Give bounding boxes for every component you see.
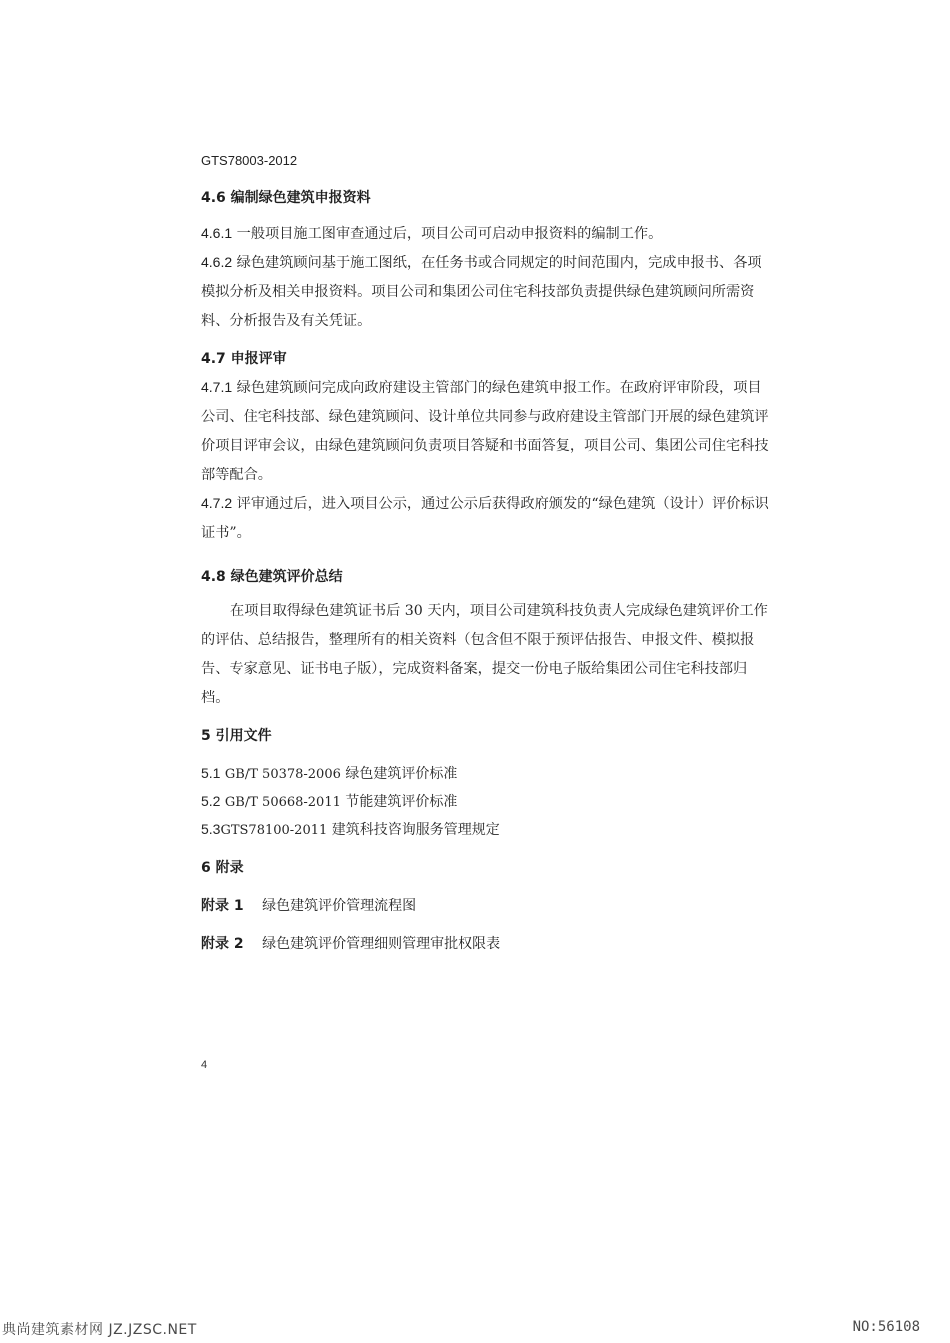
clause-text: 绿色建筑顾问完成向政府建设主管部门的绿色建筑申报工作。在政府评审阶段，项目公司、住宅科技部、绿色建筑顾问、设计单位共同参与政府建设主管部门开展的绿色建筑评价项目评审会议，由绿色建筑顾问负责项目答疑和书面答复，项目公司、集团公司住宅科技部等配合。 [201, 380, 769, 483]
appendix-label: 附录 2 [201, 936, 244, 952]
section-heading-4-6: 4.6 编制绿色建筑申报资料 [201, 190, 371, 206]
reference-title: 节能建筑评价标准 [345, 794, 458, 810]
section-heading-4-8: 4.8 绿色建筑评价总结 [201, 569, 343, 585]
reference-code: GB/T 50378-2006 [224, 767, 341, 782]
clause-text: 评审通过后，进入项目公示，通过公示后获得政府颁发的“绿色建筑（设计）评价标识证书”。 [201, 496, 769, 541]
clause-number: 4.7.2 [201, 495, 233, 511]
paragraph-4-6-1 [201, 219, 771, 249]
reference-number: 5.1 [201, 765, 221, 781]
reference-item [201, 819, 500, 839]
clause-text: 绿色建筑顾问基于施工图纸，在任务书或合同规定的时间范围内，完成申报书、各项模拟分析及相关申报资料。项目公司和集团公司住宅科技部负责提供绿色建筑顾问所需资料、分析报告及有关凭证。 [201, 255, 762, 329]
appendix-item [201, 933, 500, 953]
reference-item [201, 763, 457, 783]
reference-code: GTS78100-2011 [220, 823, 328, 838]
clause-number: 4.6.2 [201, 254, 233, 270]
appendix-title: 绿色建筑评价管理细则管理审批权限表 [262, 936, 501, 952]
page-number: 4 [201, 1059, 208, 1071]
section-heading-4-7: 4.7 申报评审 [201, 351, 287, 367]
reference-number: 5.3 [201, 821, 221, 837]
watermark-id: NO:56108 [852, 1319, 920, 1335]
paragraph-4-7-2 [201, 489, 771, 548]
clause-number: 4.7.1 [201, 379, 233, 395]
paragraph-4-6-2 [201, 248, 771, 336]
clause-number: 4.6.1 [201, 225, 233, 241]
reference-code: GB/T 50668-2011 [224, 795, 341, 810]
reference-title: 建筑科技咨询服务管理规定 [331, 822, 500, 838]
section-heading-5: 5 引用文件 [201, 728, 272, 744]
appendix-label: 附录 1 [201, 898, 244, 914]
document-code: GTS78003-2012 [201, 153, 298, 168]
paragraph-4-7-1 [201, 373, 771, 490]
reference-title: 绿色建筑评价标准 [345, 766, 458, 782]
paragraph-4-8: 在项目取得绿色建筑证书后 30 天内，项目公司建筑科技负责人完成绿色建筑评价工作的评估、总结报告，整理所有的相关资料（包含但不限于预评估报告、申报文件、模拟报告、专家意见、证书电子版），完成资料备案，提交一份电子版给集团公司住宅科技部归档。 [201, 603, 768, 706]
appendix-item [201, 895, 416, 915]
reference-number: 5.2 [201, 793, 221, 809]
appendix-title: 绿色建筑评价管理流程图 [262, 898, 417, 914]
watermark-site-name: 典尚建筑素材网 JZ.JZSC.NET [2, 1322, 197, 1338]
reference-item [201, 791, 457, 811]
clause-text: 一般项目施工图审查通过后，项目公司可启动申报资料的编制工作。 [236, 226, 663, 242]
section-heading-6: 6 附录 [201, 860, 244, 876]
